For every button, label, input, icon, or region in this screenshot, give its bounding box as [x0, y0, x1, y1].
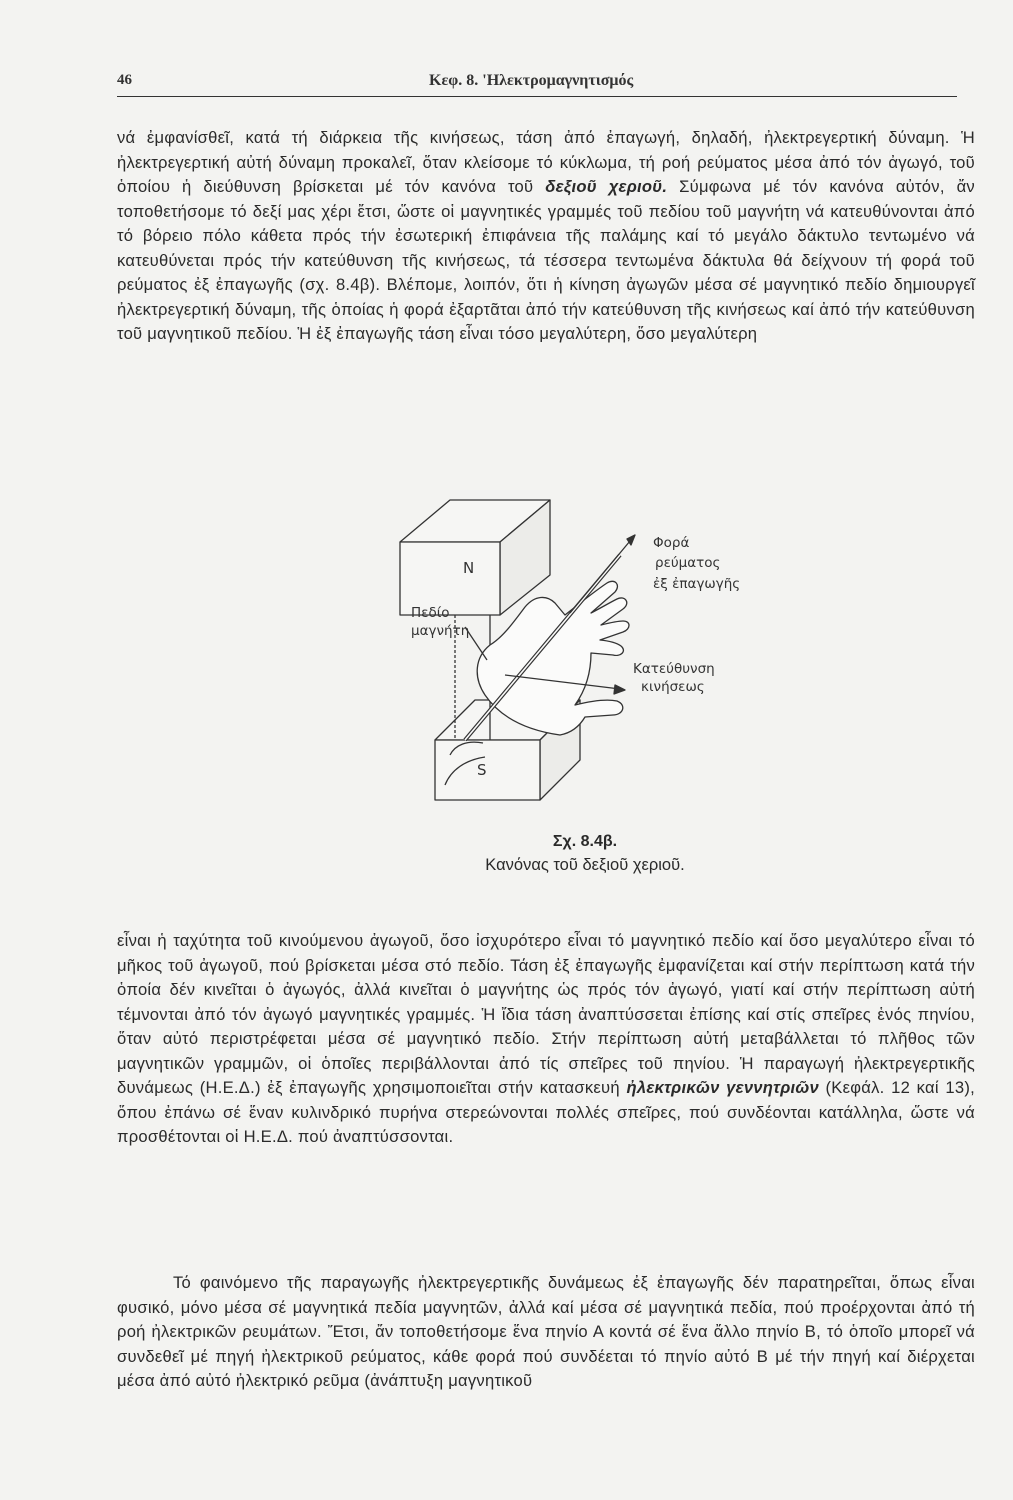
paragraph-1-text-b: Σύμφωνα μέ τόν κανόνα αὐτόν, ἄν τοποθετήσομε τό δεξί μας χέρι ἔτσι, ὥστε οἱ μαγνητικές γραμμές τοῦ πεδίου τοῦ μαγνήτη νά κατευθύνονται ἀπό τό βόρειο πόλο κάθετα πρός τήν ἐσωτερική ἐπιφάνεια τῆς παλάμης καί τό μεγάλο δάκτυλο τεντωμένο νά κατευθύνεται πρός τήν κατεύθυνση τῆς κινήσεως, τά τέσσερα τεντωμένα δάκτυλα θά δείχνουν τή φορά τοῦ ρεύματος ἐξ ἐπαγωγῆς (σχ. 8.4β). Βλέπομε, λοιπόν, ὅτι ἡ κίνηση ἀγωγῶν μέσα σέ μαγνητικό πεδίο δημιουργεῖ ἠλεκτρεγερτική δύναμη, τῆς ὁποίας ἡ φορά ἐξαρτᾶται ἀπό τήν κατεύθυνση τῆς κινήσεως καί ἀπό τήν κατεύθυνση τοῦ μαγνητικοῦ πεδίου. Ἡ ἐξ ἐπαγωγῆς τάση εἶναι τόσο μεγαλύτερη, ὅσο μεγαλύτερη — [117, 177, 975, 343]
paragraph-1-text-a: νά ἐμφανίσθεῖ, κατά τή διάρκεια τῆς κινήσεως, τάση ἀπό ἐπαγωγή, δηλαδή, ἠλεκτρεγερτική δύναμη. Ἡ ἠλεκτρεγερτική αὐτή δύναμη προκαλεῖ, ὅταν κλείσομε τό κύκλωμα, τή ροή ρεύματος μέσα ἀπό τόν ἀγωγό, τοῦ ὁποίου ἡ διεύθυνση βρίσκεται μέ τόν κανόνα τοῦ — [117, 128, 975, 196]
field-label-line1: Πεδίο — [411, 605, 450, 621]
figure-caption: Κανόνας τοῦ δεξιοῦ χεριοῦ. — [485, 856, 685, 874]
figure-right-hand-rule — [395, 495, 775, 840]
field-label-line2: μαγνήτη — [411, 623, 470, 639]
south-pole-label: S — [477, 761, 487, 779]
figure-title: Σχ. 8.4β. — [552, 833, 618, 850]
motion-label-line2: κινήσεως — [641, 679, 705, 695]
emphasis-generators: ἠλεκτρικῶν γεννητριῶν — [626, 1078, 819, 1097]
motion-label-line1: Κατεύθυνση — [633, 661, 715, 677]
current-label-line2: ρεύματος — [655, 555, 721, 571]
paragraph-1 — [117, 126, 975, 347]
south-magnet-front — [435, 740, 540, 800]
page-header — [117, 70, 957, 97]
current-label-line1: Φορά — [653, 535, 690, 551]
emphasis-right-hand: δεξιοῦ χεριοῦ. — [545, 177, 668, 196]
motion-arrowhead — [614, 685, 625, 694]
north-pole-label: N — [463, 559, 475, 577]
current-label-line3: ἐξ ἐπαγωγῆς — [653, 576, 741, 592]
paragraph-2-text-a: εἶναι ἡ ταχύτητα τοῦ κινούμενου ἀγωγοῦ, ὅσο ἰσχυρότερο εἶναι τό μαγνητικό πεδίο καί ὅσο μεγαλύτερο εἶναι τό μῆκος τοῦ ἀγωγοῦ, πού βρίσκεται μέσα στό πεδίο. Τάση ἐξ ἐπαγωγῆς ἐμφανίζεται καί στήν περίπτωση κατά τήν ὁποία δέν κινεῖται ὁ ἀγωγός, ἀλλά κινεῖται ὁ μαγνήτης ὡς πρός τόν ἀγωγό, γιατί καί στήν περίπτωση αὐτή τέμνονται ἀπό τόν ἀγωγό μαγνητικές γραμμές. Ἡ ἴδια τάση ἀναπτύσσεται ἐπίσης καί στίς σπεῖρες ἑνός πηνίου, ὅταν αὐτό περιστρέφεται μέσα σέ μαγνητικό πεδίο. Στήν περίπτωση αὐτή μεταβάλλεται τό πλῆθος τῶν μαγνητικῶν γραμμῶν, οἱ ὁποῖες περιβάλλονται ἀπό τίς σπεῖρες τοῦ πηνίου. Ἡ παραγωγή ἠλεκτρεγερτικῆς δυνάμεως (Η.Ε.Δ.) ἐξ ἐπαγωγῆς χρησιμοποιεῖται στήν κατασκευή — [117, 931, 975, 1097]
page-number: 46 — [117, 72, 132, 88]
right-hand-rule-diagram — [395, 495, 775, 840]
paragraph-2-text-b: (Κεφάλ. 12 καί 13), ὅπου ἐπάνω σέ ἕναν κυλινδρικό πυρήνα στερεώνονται πολλές σπεῖρες, πού συνδέονται κατάλληλα, ὥστε νά προσθέτονται οἱ Η.Ε.Δ. πού ἀναπτύσσονται. — [117, 1078, 975, 1146]
running-head: Κεφ. 8. 'Ηλεκτρομαγνητισμός — [429, 72, 634, 89]
paragraph-2 — [117, 929, 975, 1150]
paragraph-3: Τό φαινόμενο τῆς παραγωγῆς ἠλεκτρεγερτικῆς δυνάμεως ἐξ ἐπαγωγῆς δέν παρατηρεῖται, ὅπως εἶναι φυσικό, μόνο μέσα σέ μαγνητικά πεδία μαγνητῶν, ἀλλά καί μέσα σέ μαγνητικά πεδία, πού προέρχονται ἀπό τή ροή ἠλεκτρικῶν ρευμάτων. Ἔτσι, ἄν τοποθετήσομε ἕνα πηνίο Α κοντά σέ ἕνα ἄλλο πηνίο Β, τό ὁποῖο μπορεῖ νά συνδεθεῖ μέ πηγή ἠλεκτρικοῦ ρεύματος, κάθε φορά πού συνδέεται τό πηνίο αὐτό Β μέ τήν πηγή καί διέρχεται μέσα ἀπό αὐτό ἠλεκτρικό ρεῦμα (ἀνάπτυξη μαγνητικοῦ — [117, 1273, 975, 1390]
